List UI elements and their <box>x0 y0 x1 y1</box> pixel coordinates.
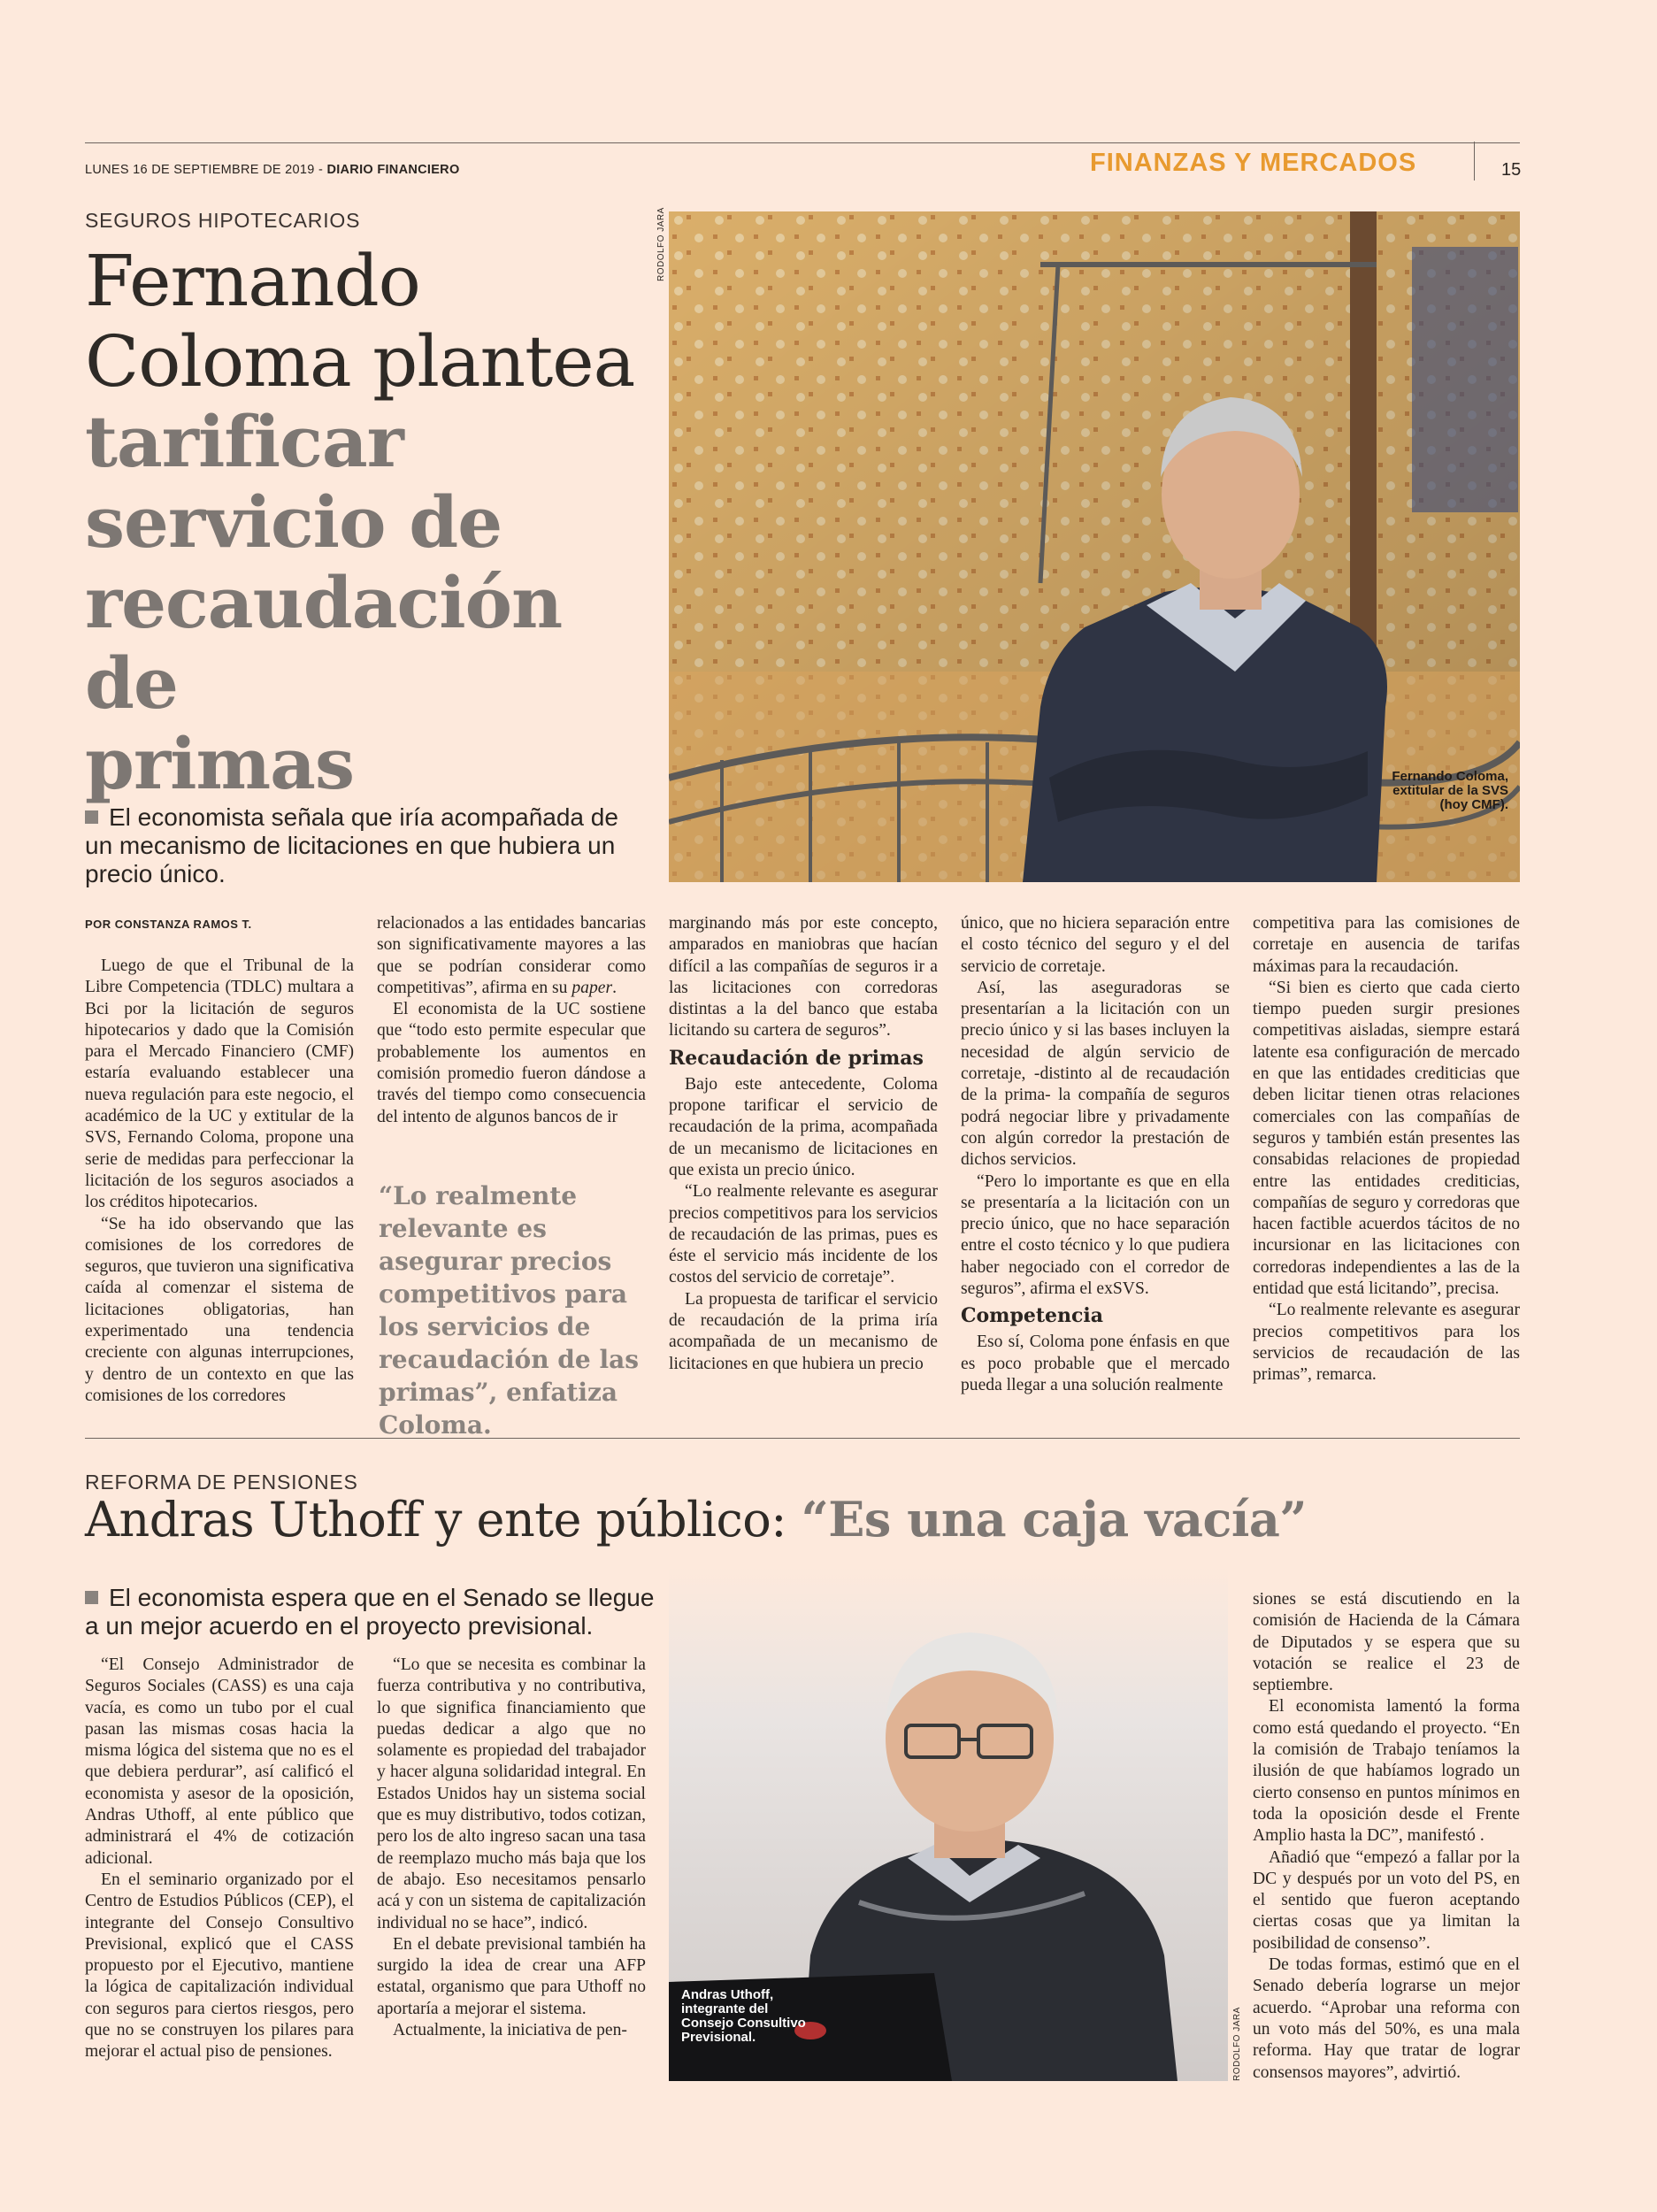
article2-kicker: REFORMA DE PENSIONES <box>85 1471 358 1494</box>
paragraph: En el debate previsional también ha surgido la idea de crear una AFP estatal, organismo que para Uthoff no aportaría a mejorar el sistema. <box>377 1934 646 2018</box>
article1-kicker: SEGUROS HIPOTECARIOS <box>85 209 361 232</box>
article1-deck <box>85 803 651 888</box>
article1-column-1 <box>85 956 354 1407</box>
paragraph: En el seminario organizado por el Centro de Estudios Públicos (CEP), el integrante del Consejo Consultivo Previsional, explicó que el CASS propuesto por el Ejecutivo, mantiene la lógica de capitalización individual con seguros para ciertos riesgos, pero que no se construyen los pilares para mejorar el actual piso de pensiones. <box>85 1870 354 2062</box>
article1-column-4 <box>961 913 1230 1396</box>
paragraph: competitiva para las comisiones de corretaje en ausencia de tarifas máximas para la recaudación. <box>1253 914 1520 976</box>
paragraph: Actualmente, la iniciativa de pen- <box>393 2021 627 2040</box>
paragraph-text: relacionados a las entidades bancarias son significativamente mayores a las que se podrían considerar como competitivas”, afirma en su <box>377 914 646 997</box>
paragraph: De todas formas, estimó que en el Senado debería lograrse un mejor acuerdo. “Aprobar una reforma con un voto más del 50%, es una mala reforma. Hay que tratar de lograr consensos mayores”, advirtió. <box>1253 1955 1520 2082</box>
article2-headline <box>85 1491 1307 1548</box>
paragraph: único, que no hiciera separación entre el costo técnico del seguro y el del servicio de corretaje. <box>961 914 1230 976</box>
paragraph: Luego de que el Tribunal de la Libre Competencia (TDLC) multara a Bci por la licitación de seguros hipotecarios y dado que la Comisión para el Mercado Financiero (CMF) estaría evaluando establecer una nueva regulación para este negocio, el académico de la UC y extitular de la SVS, Fernando Coloma, propone una serie de medidas para perfeccionar la licitación de los seguros asociados a los créditos hipotecarios. <box>85 956 354 1212</box>
paragraph: La propuesta de tarificar el servicio de recaudación de la prima iría acompañada de un mecanismo de licitaciones en que hubiera un precio <box>669 1289 938 1373</box>
paragraph: “Si bien es cierto que cada cierto tiempo pueden surgir presiones competitivas aisladas, siempre estará latente esa configuración de mercado en que las entidades crediticias que deben licitar tienen otras relaciones comerciales con las compañías de seguros y también están presentes las consabidas relaciones de propiedad entre las entidades crediticias, compañías de seguro y corredoras que hacen factible acuerdos tácitos de no incursionar en las licitaciones con corredoras independientes a las de la entidad que está licitando”, precisa. <box>1253 978 1520 1299</box>
emphasis: paper <box>572 978 613 997</box>
subheading: Competencia <box>961 1304 1104 1328</box>
paragraph: “El Consejo Administrador de Seguros Sociales (CASS) es una caja vacía, es como un tubo por el cual pasan las mismas cosas hacia la misma lógica del sistema que no es el que debiera perdurar”, así calificó el economista y asesor de la oposición, Andras Uthoff, al ente público que administrará el 4% de cotización adicional. <box>85 1655 354 1868</box>
article1-column-5 <box>1253 913 1520 1386</box>
article2-deck-text: El economista espera que en el Senado se llegue a un mejor acuerdo en el proyecto previsional. <box>85 1584 655 1640</box>
paragraph: Así, las aseguradoras se presentarían a la licitación con un precio único y si las bases incluyen la necesidad de algún servicio de corretaje, -distinto al de recaudación de la prima- la compañía de seguros podrá negociar libre y privadamente con algún corredor la prestación de dichos servicios. <box>961 978 1230 1170</box>
paragraph: Añadió que “empezó a fallar por la DC y después por un voto del PS, en el sentido que fueron aceptando ciertas cosas que ya limitan la posibilidad de consenso”. <box>1253 1847 1520 1953</box>
issue-date: LUNES 16 DE SEPTIEMBRE DE 2019 - <box>85 163 324 177</box>
article1-headline <box>85 241 651 804</box>
headline-line-2: Coloma plantea <box>85 320 635 403</box>
masthead-divider <box>1474 142 1475 180</box>
paragraph: Eso sí, Coloma pone énfasis en que es poco probable que el mercado pueda llegar a una solución realmente <box>961 1333 1230 1394</box>
article1-byline: POR CONSTANZA RAMOS T. <box>85 918 252 931</box>
newspaper-name: DIARIO FINANCIERO <box>326 163 460 177</box>
article1-photo-credit: RODOLFO JARA <box>656 207 666 281</box>
paragraph: El economista de la UC sostiene que “todo esto permite especular que probablemente los aumentos en comisión promedio fueron dándose a través del tiempo como consecuencia del intento de algunos bancos de ir <box>377 1000 646 1126</box>
paragraph: “Lo realmente relevante es asegurar precios competitivos para los servicios de recaudación de las primas”, remarca. <box>1253 1301 1520 1385</box>
article2-column-1 <box>85 1655 354 2063</box>
article1-column-2 <box>377 913 646 1128</box>
article2-deck <box>85 1584 660 1640</box>
page-date-line <box>85 163 460 177</box>
paragraph: “Pero lo importante es que en ella se presentaría a la licitación con un precio único, que no hace separación entre el costo técnico y lo que pudiera haber negociado con el corredor de seguros”, afirma el exSVS. <box>961 1171 1230 1299</box>
paragraph: siones se está discutiendo en la comisión de Hacienda de la Cámara de Diputados y se espera que su votación se realice el 23 de septiembre. <box>1253 1590 1520 1695</box>
deck-bullet-icon <box>85 1591 98 1604</box>
paragraph: “Lo realmente relevante es asegurar precios competitivos para los servicios de recaudación de las primas, pues es éste el servicio más incidente de los costos del servicio de corretaje”. <box>669 1182 938 1287</box>
top-rule <box>85 142 1520 143</box>
headline-line-3: tarificar <box>85 400 403 483</box>
paragraph: “Lo que se necesita es combinar la fuerza contributiva y no contributiva, lo que significa financiamiento que puedas dedicar a algo que no solamente es propiedad del trabajador y hacer alguna solidaridad integral. En Estados Unidos hay un sistema social que es muy distributivo, todos cotizan, pero los de alto ingreso sacan una tasa de reemplazo mucho más baja que los de abajo. Eso necesitamos pensarlo acá y con un sistema de capitalización individual no se hace”, indicó. <box>377 1655 646 1932</box>
headline-line-5: recaudación de <box>85 561 563 725</box>
headline-bold-part: “Es una caja vacía” <box>801 1491 1307 1548</box>
headline-light-part: Andras Uthoff y ente público: <box>85 1492 786 1548</box>
headline-line-6: primas <box>85 722 354 805</box>
paragraph: relacionados a las entidades bancarias son significativamente mayores a las que se podrían considerar como competitivas”, afirma en su paper. <box>377 914 646 997</box>
section-name: FINANZAS Y MERCADOS <box>1090 149 1417 177</box>
article2-photo-caption: Andras Uthoff, integrante del Consejo Consultivo Previsional. <box>681 1987 806 2045</box>
article1-photo-caption: Fernando Coloma, extitular de la SVS (hoy CMF). <box>1392 769 1508 812</box>
headline-line-1: Fernando <box>85 240 420 322</box>
article1-pull-quote: “Lo realmente relevante es asegurar precios competitivos para los servicios de recaudación de las primas”, enfatiza Coloma. <box>379 1181 639 1440</box>
headline-line-4: servicio de <box>85 480 502 564</box>
article1-deck-text: El economista señala que iría acompañada de un mecanismo de licitaciones en que hubiera un precio único. <box>85 803 618 887</box>
deck-bullet-icon <box>85 810 98 824</box>
article1-column-3 <box>669 913 938 1375</box>
article2-column-2 <box>377 1655 646 2041</box>
paragraph: El economista lamentó la forma como está quedando el proyecto. “En la comisión de Trabajo teníamos la ilusión de que habíamos logrado un cierto consenso en puntos mínimos en toda la oposición desde el Frente Amplio hasta la DC”, manifestó . <box>1253 1697 1520 1846</box>
paragraph: marginando más por este concepto, amparados en maniobras que hacían difícil a las compañías de seguros ir a las licitaciones con corredoras distintas a la del banco que estaba licitando su cartera de seguros”. <box>669 914 938 1041</box>
article2-column-3 <box>1253 1589 1520 2084</box>
subheading: Recaudación de primas <box>669 1046 924 1070</box>
page-number: 15 <box>1501 160 1522 180</box>
article2-photo-credit: RODOLFO JARA <box>1232 2007 1242 2081</box>
paragraph: “Se ha ido observando que las comisiones de los corredores de seguros, que tuvieron una significativa caída al comenzar el sistema de licitaciones obligatorias, han experimentado una tendencia creciente con algunas interrupciones, y dentro de un contexto en que las comisiones de los corredores <box>85 1214 354 1405</box>
section-divider-rule <box>85 1438 1520 1439</box>
paragraph: Bajo este antecedente, Coloma propone tarificar el servicio de recaudación de la prima, acompañada de un mecanismo de licitaciones en que exista un precio único. <box>669 1074 938 1179</box>
